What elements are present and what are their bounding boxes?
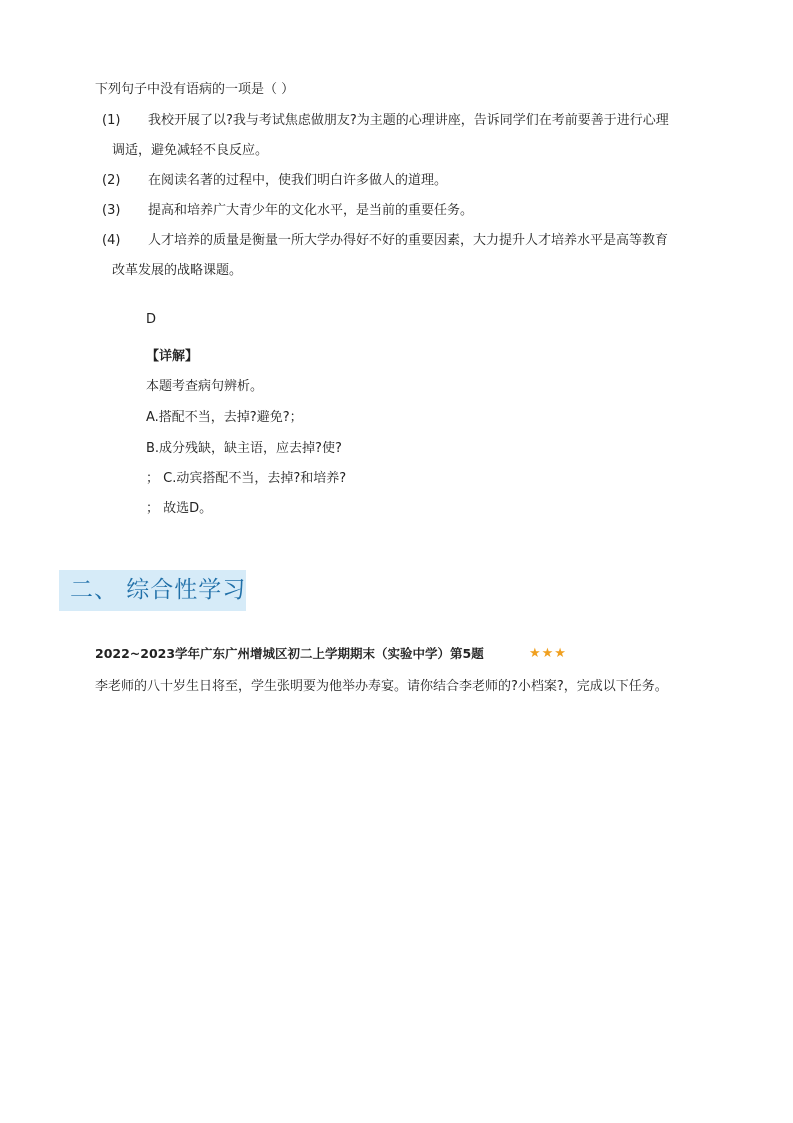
detail-line: 本题考查病句辨析。 (146, 379, 264, 394)
detail-line: ； C.动宾搭配不当，去掉?和培养? (146, 471, 347, 486)
question-stem: 下列句子中没有语病的一项是（ ） (95, 82, 295, 97)
section-title: 二、 综合性学习 (70, 577, 247, 603)
option-text-3: 提高和培养广大青少年的文化水平，是当前的重要任务。 (148, 203, 474, 218)
option-number-2: (2) (102, 173, 121, 188)
detail-heading: 【详解】 (146, 349, 199, 364)
question-text: 李老师的八十岁生日将至，学生张明要为他举办寿宴。请你结合李老师的?小档案?，完成以下任务。 (95, 679, 668, 694)
question-source: 2022~2023学年广东广州增城区初二上学期期末（实验中学）第5题 (95, 646, 484, 661)
detail-line: B.成分残缺，缺主语，应去掉?使? (146, 441, 342, 456)
detail-line: A.搭配不当，去掉?避免?； (146, 410, 303, 425)
option-text-4: 人才培养的质量是衡量一所大学办得好不好的重要因素，大力提升人才培养水平是高等教育 (148, 233, 669, 248)
answer: D (146, 312, 157, 327)
detail-line: ； 故选D。 (146, 501, 213, 516)
option-number-1: (1) (102, 113, 121, 128)
option-text-4-continued: 改革发展的战略课题。 (112, 263, 243, 278)
option-number-3: (3) (102, 203, 121, 218)
option-text-1: 我校开展了以?我与考试焦虑做朋友?为主题的心理讲座，告诉同学们在考前要善于进行心理 (148, 113, 669, 128)
difficulty-stars: ★★★ (529, 646, 567, 661)
option-text-1-continued: 调适，避免减轻不良反应。 (112, 143, 269, 158)
option-number-4: (4) (102, 233, 121, 248)
option-text-2: 在阅读名著的过程中，使我们明白许多做人的道理。 (148, 173, 448, 188)
